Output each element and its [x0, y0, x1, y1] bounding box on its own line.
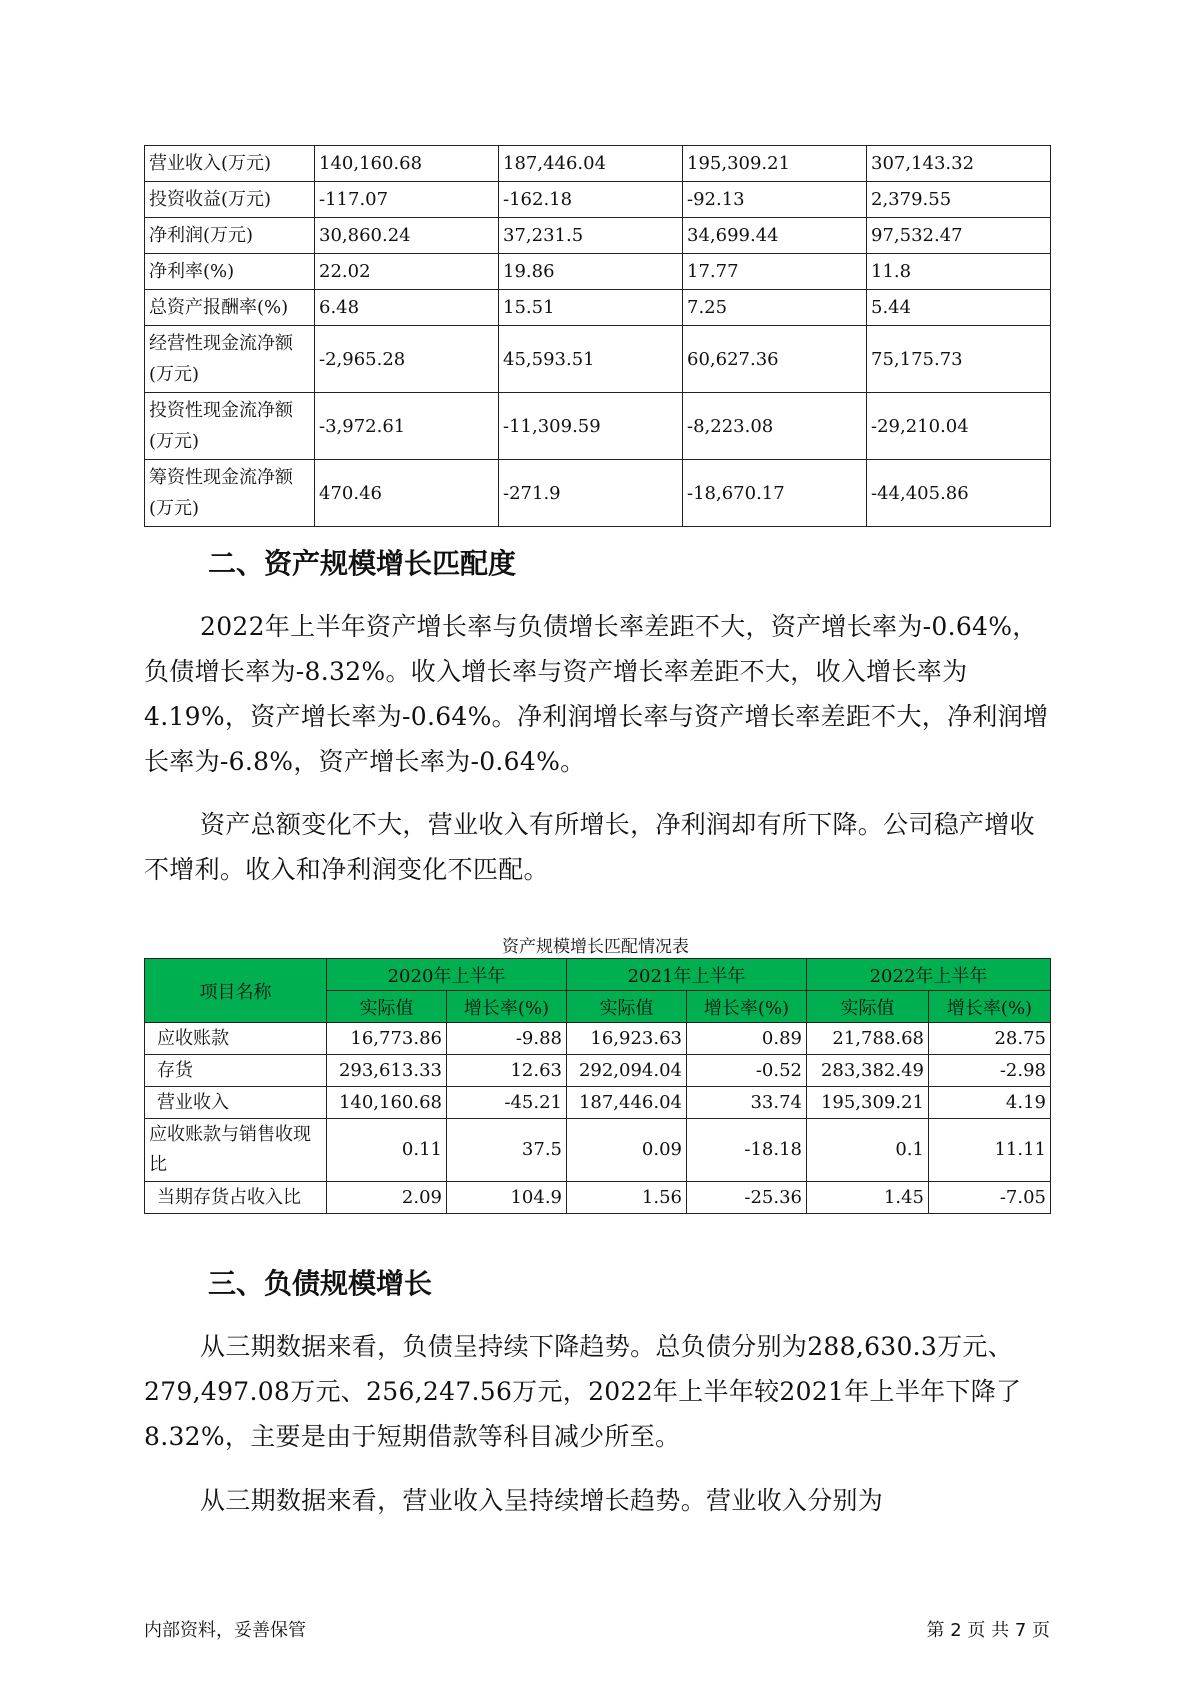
- table-row: [145, 393, 1051, 460]
- table-cell: 2,379.55: [867, 182, 1051, 218]
- table-cell: 30,860.24: [315, 218, 499, 254]
- table-cell: 11.8: [867, 254, 1051, 290]
- period-header: 2020年上半年: [327, 959, 567, 991]
- column-header: 增长率(%): [929, 991, 1051, 1023]
- financial-summary-table: [144, 145, 1051, 527]
- row-label: 投资性现金流净额(万元): [145, 393, 315, 460]
- table-cell: 0.1: [807, 1119, 929, 1182]
- row-label: 净利润(万元): [145, 218, 315, 254]
- table-cell: 22.02: [315, 254, 499, 290]
- column-header: 实际值: [807, 991, 929, 1023]
- table-cell: -18.18: [687, 1119, 807, 1182]
- column-header: 增长率(%): [447, 991, 567, 1023]
- table-cell: 293,613.33: [327, 1055, 447, 1087]
- table-cell: -2.98: [929, 1055, 1051, 1087]
- table-cell: 34,699.44: [683, 218, 867, 254]
- table-row: [145, 218, 1051, 254]
- table-cell: 187,446.04: [499, 146, 683, 182]
- table-cell: 292,094.04: [567, 1055, 687, 1087]
- column-header: 增长率(%): [687, 991, 807, 1023]
- table-cell: -3,972.61: [315, 393, 499, 460]
- row-label: 应收账款: [145, 1023, 327, 1055]
- table-row: [145, 182, 1051, 218]
- table-cell: 0.11: [327, 1119, 447, 1182]
- table-row: [145, 1182, 1051, 1214]
- table-row: [145, 1055, 1051, 1087]
- section-heading: 二、资产规模增长匹配度: [208, 547, 517, 580]
- row-label: 经营性现金流净额(万元): [145, 326, 315, 393]
- column-header: 实际值: [567, 991, 687, 1023]
- table-cell: 97,532.47: [867, 218, 1051, 254]
- row-label: 营业收入: [145, 1087, 327, 1119]
- column-header: 实际值: [327, 991, 447, 1023]
- table-cell: 307,143.32: [867, 146, 1051, 182]
- table-cell: 195,309.21: [683, 146, 867, 182]
- table-cell: 4.19: [929, 1087, 1051, 1119]
- paragraph-text: 2022年上半年资产增长率与负债增长率差距不大，资产增长率为-0.64%，负债增长率为-8.32%。收入增长率与资产增长率差距不大，收入增长率为4.19%，资产增长率为-0.64%。净利润增长率与资产增长率差距不大，净利润增长率为-6.8%，资产增长率为-0.64%。: [144, 612, 1049, 776]
- page-number: 第 2 页 共 7 页: [926, 1620, 1050, 1641]
- table-cell: 187,446.04: [567, 1087, 687, 1119]
- table-caption: 资产规模增长匹配情况表: [502, 937, 689, 957]
- paragraph-text: 从三期数据来看，负债呈持续下降趋势。总负债分别为288,630.3万元、279,497.08万元、256,247.56万元，2022年上半年较2021年上半年下降了8.32%，主要是由于短期借款等科目减少所至。: [144, 1332, 1022, 1451]
- row-label: 当期存货占收入比: [145, 1182, 327, 1214]
- table-cell: 37,231.5: [499, 218, 683, 254]
- table-cell: 0.09: [567, 1119, 687, 1182]
- table-cell: -162.18: [499, 182, 683, 218]
- table-cell: 45,593.51: [499, 326, 683, 393]
- table-cell: 2.09: [327, 1182, 447, 1214]
- table-cell: -18,670.17: [683, 460, 867, 527]
- table-cell: 1.56: [567, 1182, 687, 1214]
- table-cell: 140,160.68: [315, 146, 499, 182]
- table-cell: -45.21: [447, 1087, 567, 1119]
- table-cell: 19.86: [499, 254, 683, 290]
- table-cell: 11.11: [929, 1119, 1051, 1182]
- table-row: [145, 254, 1051, 290]
- table-cell: -117.07: [315, 182, 499, 218]
- row-label: 营业收入(万元): [145, 146, 315, 182]
- table-cell: -44,405.86: [867, 460, 1051, 527]
- table-row: [145, 1087, 1051, 1119]
- table-cell: 5.44: [867, 290, 1051, 326]
- table-row: [145, 460, 1051, 527]
- table-row: [145, 1023, 1051, 1055]
- table-cell: -92.13: [683, 182, 867, 218]
- table-cell: 6.48: [315, 290, 499, 326]
- table-cell: 140,160.68: [327, 1087, 447, 1119]
- period-header: 2021年上半年: [567, 959, 807, 991]
- row-label: 存货: [145, 1055, 327, 1087]
- paragraph: [144, 604, 1054, 784]
- table-cell: 21,788.68: [807, 1023, 929, 1055]
- row-label: 应收账款与销售收现比: [145, 1119, 327, 1182]
- table-cell: 1.45: [807, 1182, 929, 1214]
- row-label: 总资产报酬率(%): [145, 290, 315, 326]
- paragraph: [144, 1478, 1054, 1523]
- table-cell: -11,309.59: [499, 393, 683, 460]
- footer-note: 内部资料，妥善保管: [144, 1620, 306, 1641]
- table-row: [145, 146, 1051, 182]
- table-cell: -271.9: [499, 460, 683, 527]
- table-cell: -25.36: [687, 1182, 807, 1214]
- table-cell: 37.5: [447, 1119, 567, 1182]
- table-cell: 60,627.36: [683, 326, 867, 393]
- table-cell: 12.63: [447, 1055, 567, 1087]
- table-cell: -8,223.08: [683, 393, 867, 460]
- asset-growth-table: [144, 958, 1051, 1214]
- table-row: [145, 290, 1051, 326]
- table-cell: -9.88: [447, 1023, 567, 1055]
- table-cell: 283,382.49: [807, 1055, 929, 1087]
- table-cell: -2,965.28: [315, 326, 499, 393]
- table-cell: 7.25: [683, 290, 867, 326]
- table-cell: 28.75: [929, 1023, 1051, 1055]
- paragraph: [144, 802, 1054, 892]
- section-heading: 三、负债规模增长: [208, 1267, 433, 1300]
- column-header: 项目名称: [145, 959, 327, 1023]
- period-header: 2022年上半年: [807, 959, 1051, 991]
- table-row: [145, 326, 1051, 393]
- table-cell: -0.52: [687, 1055, 807, 1087]
- table-row: [145, 1119, 1051, 1182]
- table-cell: 195,309.21: [807, 1087, 929, 1119]
- paragraph: [144, 1324, 1054, 1459]
- table-cell: 33.74: [687, 1087, 807, 1119]
- paragraph-text: 资产总额变化不大，营业收入有所增长，净利润却有所下降。公司稳产增收不增利。收入和净利润变化不匹配。: [144, 810, 1035, 884]
- table-cell: -7.05: [929, 1182, 1051, 1214]
- row-label: 投资收益(万元): [145, 182, 315, 218]
- table-cell: 75,175.73: [867, 326, 1051, 393]
- table-cell: -29,210.04: [867, 393, 1051, 460]
- table-cell: 15.51: [499, 290, 683, 326]
- table-cell: 16,923.63: [567, 1023, 687, 1055]
- table-cell: 0.89: [687, 1023, 807, 1055]
- table-cell: 16,773.86: [327, 1023, 447, 1055]
- row-label: 筹资性现金流净额(万元): [145, 460, 315, 527]
- row-label: 净利率(%): [145, 254, 315, 290]
- table-cell: 104.9: [447, 1182, 567, 1214]
- paragraph-text: 从三期数据来看，营业收入呈持续增长趋势。营业收入分别为: [200, 1486, 884, 1515]
- table-cell: 470.46: [315, 460, 499, 527]
- table-cell: 17.77: [683, 254, 867, 290]
